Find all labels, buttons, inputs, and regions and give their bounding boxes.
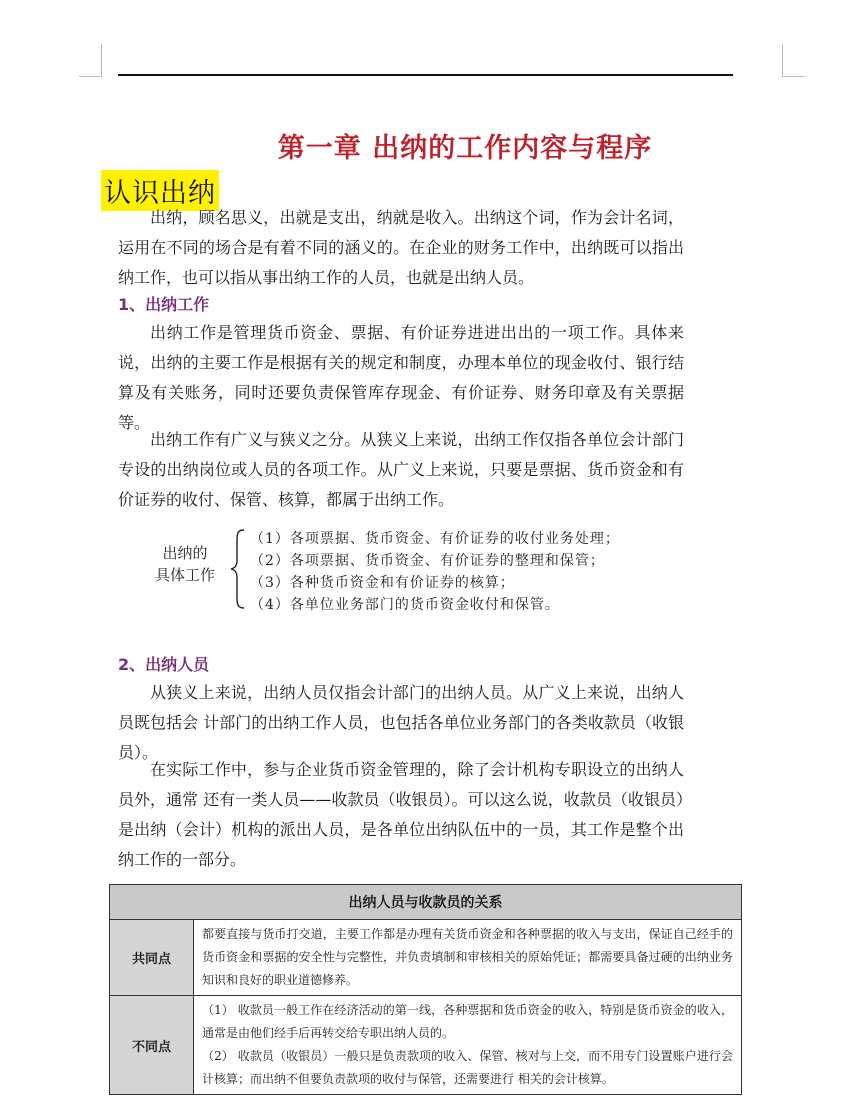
row-content-difference: [194, 996, 742, 1095]
row-content-common: [194, 920, 742, 996]
chapter-title: 第一章 出纳的工作内容与程序: [277, 133, 653, 164]
diagram-label-line: 具体工作: [154, 566, 215, 584]
page-corner-mark-left: [79, 44, 102, 77]
header-rule: [118, 74, 733, 76]
diagram-item: （2）各项票据、货币资金、有价证券的整理和保管；: [250, 553, 605, 569]
diagram-item: （4）各单位业务部门的货币资金收付和保管。: [250, 597, 560, 613]
diagram-label: [150, 542, 220, 586]
row-text: （2） 收款员（收银员）一般只是负责款项的收入、保管、核对与上交，而不用专门设置账户进行会计核算；而出纳不但要负责款项的收付与保管，还需要进行 相关的会计核算。: [202, 1049, 733, 1086]
paragraph-cashier-work-1: 出纳工作是管理货币资金、票据、有价证券进进出出的一项工作。具体来说，出纳的主要工作是根据有关的规定和制度，办理本单位的现金收付、银行结算及有关账务，同时还要负责保管库存现金、有价证券、财务印章及有关票据等。: [118, 323, 684, 432]
paragraph-cashier-staff-2: 在实际工作中，参与企业货币资金管理的，除了会计机构专职设立的出纳人员外，通常 还有一类人员——收款员（收银员）。可以这么说，收款员（收银员）是出纳（会计）机构的派出人员，是各单位出纳队伍中的一员，其工作是整个出纳工作的一部分。: [118, 760, 684, 869]
paragraph-cashier-work-2: 出纳工作有广义与狭义之分。从狭义上来说，出纳工作仅指各单位会计部门专设的出纳岗位或人员的各项工作。从广义上来说，只要是票据、货币资金和有价证券的收付、保管、核算，都属于出纳工作。: [118, 430, 684, 509]
row-text: （1） 收款员一般工作在经济活动的第一线，各种票据和货币资金的收入，特别是货币资金的收入，通常是由他们经手后再转交给专职出纳人员的。: [202, 1003, 733, 1040]
relationship-table: [109, 884, 742, 1095]
cashier-duties-diagram: [150, 528, 710, 618]
diagram-label-line: 出纳的: [162, 544, 208, 562]
diagram-item: （1）各项票据、货币资金、有价证券的收付业务处理；: [250, 531, 620, 547]
row-label-difference: 不同点: [110, 996, 194, 1095]
table-header-row: [110, 885, 742, 920]
table-title: 出纳人员与收款员的关系: [110, 885, 742, 920]
table-row: [110, 996, 742, 1095]
row-text: 都要直接与货币打交道，主要工作都是办理有关货币资金和各种票据的收入与支出，保证自己经手的货币资金和票据的安全性与完整性，并负责填制和审核相关的原始凭证；都需要具备过硬的出纳业务知识和良好的职业道德修养。: [202, 927, 733, 987]
row-label-common: 共同点: [110, 920, 194, 996]
paragraph-cashier-staff-1: 从狭义上来说，出纳人员仅指会计部门的出纳人员。从广义上来说，出纳人员既包括会 计部门的出纳工作人员，也包括各单位业务部门的各类收款员（收银员）。: [118, 683, 684, 762]
intro-paragraph: 出纳，顾名思义，出就是支出，纳就是收入。出纳这个词，作为会计名词，运用在不同的场合是有着不同的涵义的。在企业的财务工作中，出纳既可以指出纳工作，也可以指从事出纳工作的人员，也就是出纳人员。: [118, 208, 684, 287]
diagram-item: （3）各种货币资金和有价证券的核算；: [250, 575, 515, 591]
table-row: [110, 920, 742, 996]
curly-brace-icon: [228, 528, 248, 610]
page-corner-mark-right: [782, 44, 805, 77]
sub-heading-cashier-work: 1、出纳工作: [118, 295, 210, 314]
diagram-list: [250, 528, 620, 616]
sub-heading-cashier-staff: 2、出纳人员: [118, 655, 210, 674]
section-heading-highlighted: 认识出纳: [101, 170, 219, 211]
